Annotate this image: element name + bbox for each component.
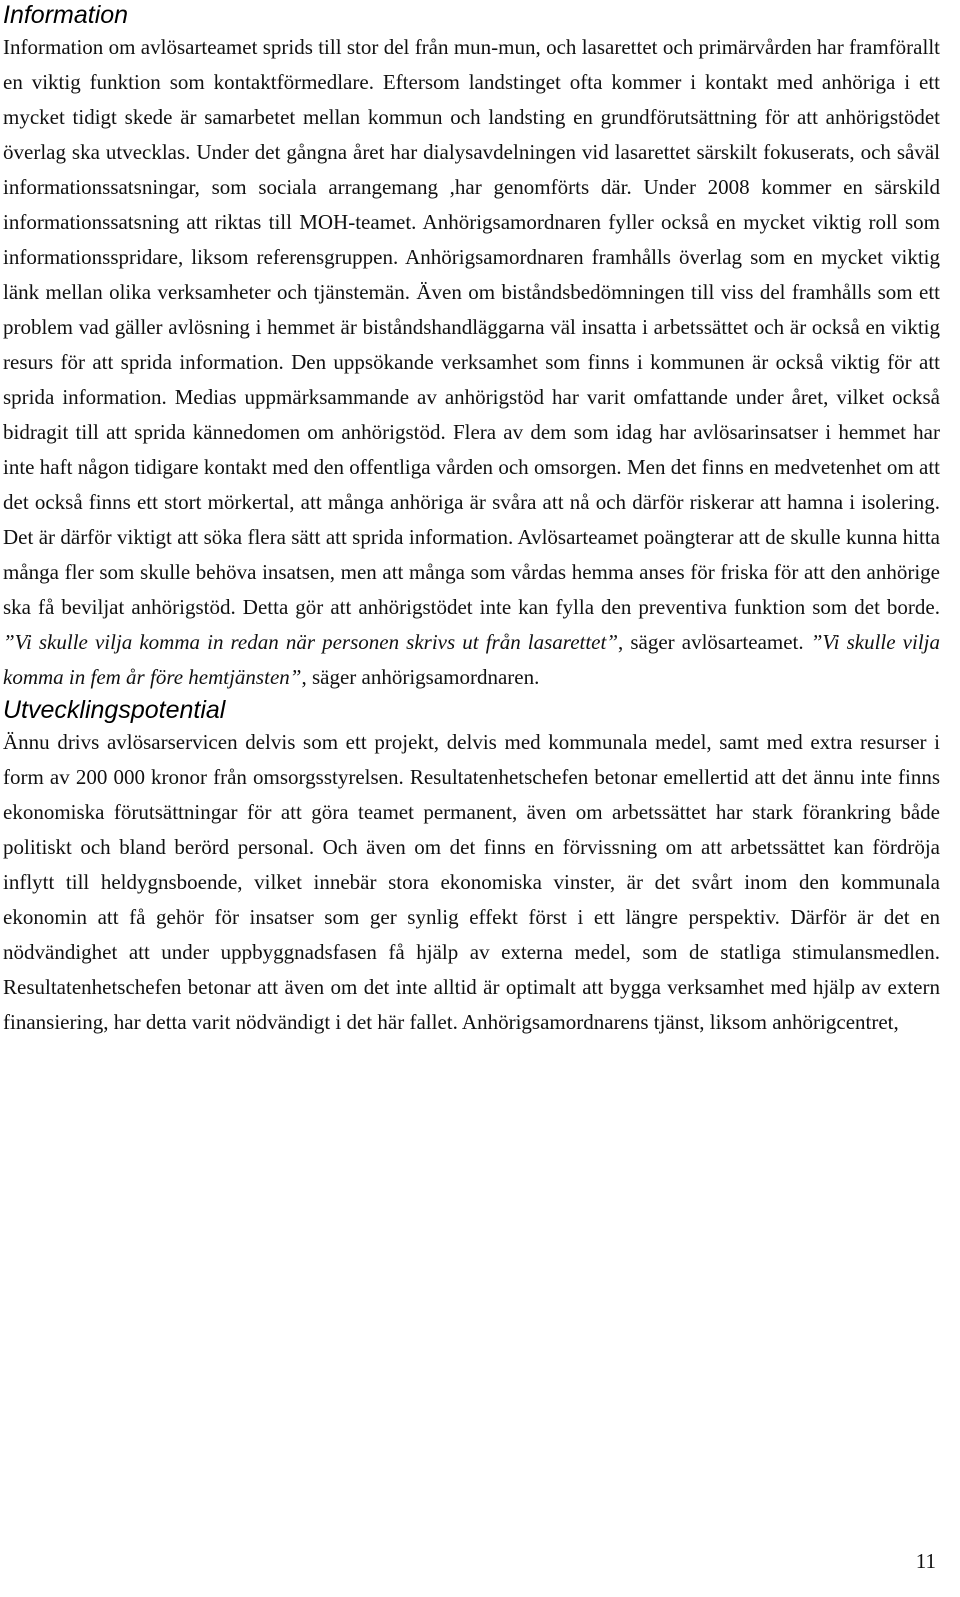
information-quote-anhorigsamordnaren: ”Vi skulle vilja komma in fem år före hemtjänsten” [3,630,941,689]
page-number: 11 [915,1549,936,1573]
information-paragraph [3,30,940,695]
information-heading: Information [3,1,129,29]
utvecklingspotential-heading: Utvecklingspotential [3,696,226,724]
information-attribution-anhorigsamordnaren: , säger anhörigsamordnaren. [301,665,540,689]
information-attribution-avlosarteamet: , säger avlösarteamet. [618,630,804,654]
utvecklingspotential-paragraph: Ännu drivs avlösarservicen delvis som ett projekt, delvis med kommunala medel, samt med extra resurser i form av 200 000 kronor från omsorgsstyrelsen. Resultatenhetschefen betonar emellertid att det ännu inte finns ekonomiska förutsättningar för att göra teamet permanent, även om arbetssättet har stark förankring både politiskt och bland berörd personal. Och även om det finns en förvissning om att arbetssättet kan fördröja inflytt till heldygnsboende, vilket innebär stora ekonomiska vinster, är det svårt inom den kommunala ekonomin att få gehör för insatser som ger synlig effekt först i ett längre perspektiv. Därför är det en nödvändighet att under uppbyggnadsfasen få hjälp av externa medel, som de statliga stimulansmedlen. Resultatenhetschefen betonar att även om det inte alltid är optimalt att bygga verksamhet med hjälp av extern finansiering, har detta varit nödvändigt i det här fallet. Anhörigsamordnarens tjänst, liksom anhörigcentret, [3,730,940,1034]
information-text: Information om avlösarteamet sprids till stor del från mun-mun, och lasarettet och primärvården har framförallt en viktig funktion som kontaktförmedlare. Eftersom landstinget ofta kommer i kontakt med anhöriga i ett mycket tidigt skede är samarbetet mellan kommun och landsting en grundförutsättning för att anhörigstödet överlag ska utvecklas. Under det gångna året har dialysavdelningen vid lasarettet särskilt fokuserats, och såväl informationssatsningar, som sociala arrangemang ,har genomförts där. Under 2008 kommer en särskild informationssatsning att riktas till MOH-teamet. Anhörigsamordnaren fyller också en mycket viktig roll som informationsspridare, liksom referensgruppen. Anhörigsamordnaren framhålls överlag som en mycket viktig länk mellan olika verksamheter och tjänstemän. Även om biståndsbedömningen till viss del framhålls som ett problem vad gäller avlösning i hemmet är biståndshandläggarna väl insatta i arbetssättet och är också en viktig resurs för att sprida information. Den uppsökande verksamhet som finns i kommunen är också viktig för att sprida information. Medias uppmärksammande av anhörigstöd har varit omfattande under året, vilket också bidragit till att sprida kännedomen om anhörigstöd. Flera av dem som idag har avlösarinsatser i hemmet har inte haft någon tidigare kontakt med den offentliga vården och omsorgen. Men det finns en medvetenhet om att det också finns ett stort mörkertal, att många anhöriga är svåra att nå och därför riskerar att hamna i isolering. Det är därför viktigt att söka flera sätt att sprida information. Avlösarteamet poängterar att de skulle kunna hitta många fler som skulle behöva insatsen, men att många som vårdas hemma anses för friska för att den anhörige ska få beviljat anhörigstöd. Detta gör att anhörigstödet inte kan fylla den preventiva funktion som det borde. [3,35,940,619]
information-quote-avlosarteamet: ”Vi skulle vilja komma in redan när personen skrivs ut från lasarettet” [3,630,619,654]
